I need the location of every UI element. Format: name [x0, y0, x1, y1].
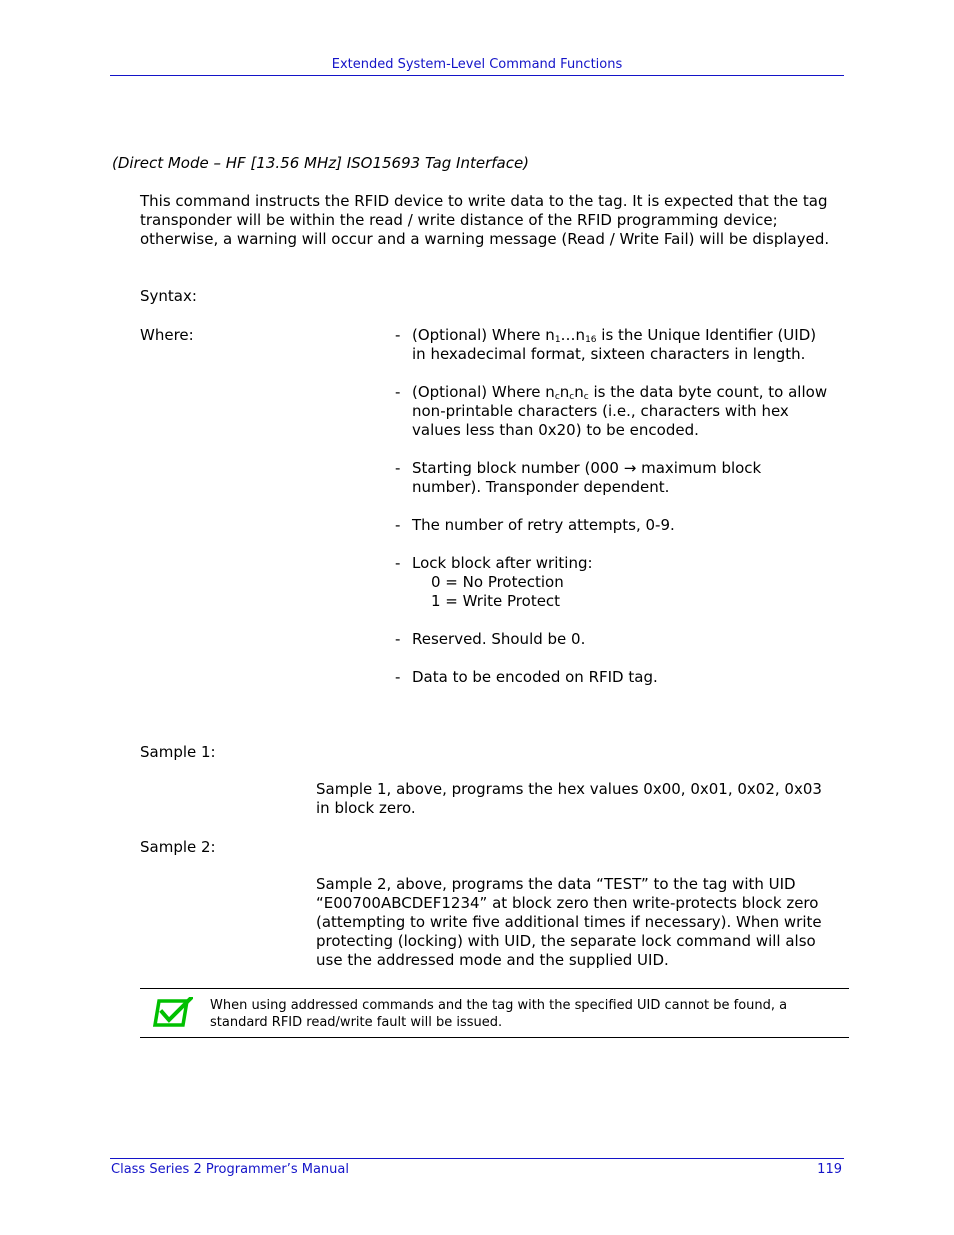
param-byte-count-text: (Optional) Where $n_cn_cn_c$ is the data byte count, to allow non-printable characters (i.e., characters with hex values less than 0x20) to be encoded.: [412, 383, 828, 439]
header-rule: [110, 75, 844, 76]
checkbox-note-icon: [153, 997, 193, 1029]
page-header-title: Extended System-Level Command Functions: [331, 57, 623, 72]
param-reserved-text: Reserved. Should be 0.: [412, 630, 586, 648]
param-dash: -: [395, 668, 401, 686]
sample2-label: Sample 2:: [140, 838, 216, 856]
param-byte-count: [395, 383, 845, 440]
footer-page-number: 119: [817, 1162, 842, 1177]
where-label: Where:: [140, 326, 194, 344]
param-dash: -: [395, 516, 401, 534]
arrow-right-icon: →: [623, 459, 637, 477]
footer-manual-title: Class Series 2 Programmer’s Manual: [111, 1162, 349, 1177]
intro-paragraph: [140, 192, 846, 249]
footer-rule: [110, 1158, 844, 1159]
lock-option-0: 0 = No Protection: [431, 573, 564, 591]
param-uid: [395, 326, 845, 364]
sample1-label: Sample 1:: [140, 743, 216, 761]
param-dash: -: [395, 459, 401, 477]
param-dash: -: [395, 554, 401, 572]
section-subtitle: (Direct Mode – HF [13.56 MHz] ISO15693 Tag Interface): [112, 154, 530, 172]
intro-text: This command instructs the RFID device to write data to the tag. It is expected that the tag transponder will be within the read / write distance of the RFID programming device; otherwise, a warning will occur and a warning message (Read / Write Fail) will be displayed.: [140, 192, 830, 248]
param-start-block: [395, 459, 845, 497]
parameter-list: [395, 326, 845, 706]
param-lock-text: Lock block after writing: 0 = No Protection 1 = Write Protect: [412, 554, 832, 611]
syntax-label: Syntax:: [140, 287, 197, 305]
note-box: [140, 988, 849, 1038]
param-data-text: Data to be encoded on RFID tag.: [412, 668, 658, 686]
param-lock: [395, 554, 845, 611]
param-data: [395, 668, 845, 687]
sample1-description: Sample 1, above, programs the hex values 0x00, 0x01, 0x02, 0x03 in block zero.: [316, 780, 822, 817]
param-uid-text: (Optional) Where $n_1\dots n_{16}$ is the Unique Identifier (UID) in hexadecimal format, sixteen characters in length.: [412, 326, 817, 363]
lock-option-1: 1 = Write Protect: [431, 592, 561, 610]
param-retry: [395, 516, 845, 535]
param-dash: -: [395, 630, 401, 648]
param-reserved: [395, 630, 845, 649]
sample2-description: Sample 2, above, programs the data “TEST” to the tag with UID “E00700ABCDEF1234” at block zero then write-protects block zero (attempting to write five additional times if necessary). When write protecting (locking) with UID, the separate lock command will also use the addressed mode and the supplied UID.: [316, 875, 822, 969]
note-text: When using addressed commands and the tag with the specified UID cannot be found, a standard RFID read/write fault will be issued.: [210, 998, 788, 1030]
param-dash: -: [395, 326, 401, 344]
param-start-block-text: Starting block number (000 → maximum block number). Transponder dependent.: [412, 459, 762, 496]
param-dash: -: [395, 383, 401, 401]
param-retry-text: The number of retry attempts, 0-9.: [412, 516, 675, 534]
